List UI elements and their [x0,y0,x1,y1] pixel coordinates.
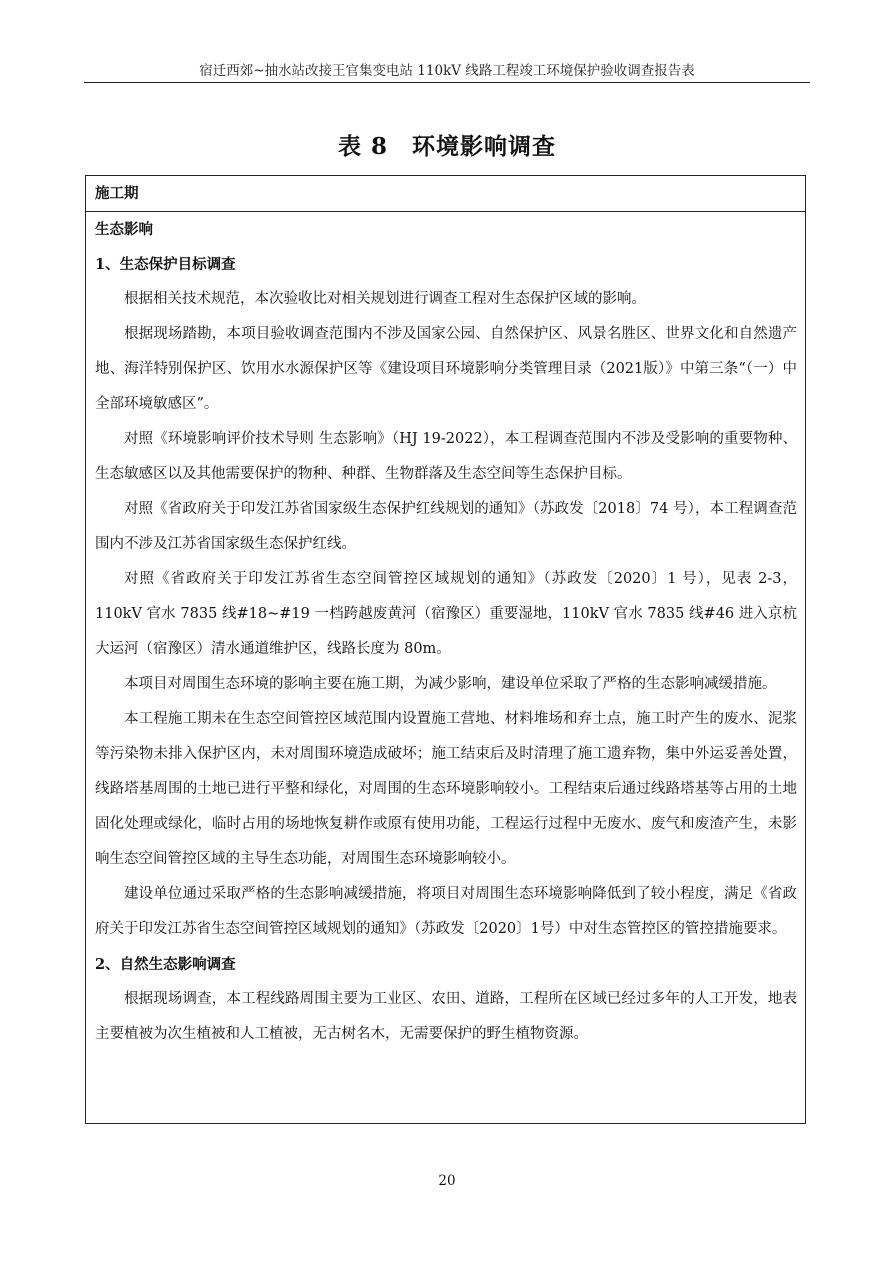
subsection-heading-2: 2、自然生态影响调查 [95,956,236,973]
paragraph: 根据现场调查，本工程线路周围主要为工业区、农田、道路，工程所在区域已经过多年的人工开发，地表主要植被为次生植被和人工植被，无古树名木，无需要保护的野生植物资源。 [95,991,797,1042]
paragraph: 本工程施工期未在生态空间管控区域范围内设置施工营地、材料堆场和弃土点，施工时产生的废水、泥浆等污染物未排入保护区内，未对周围环境造成破坏；施工结束后及时清理了施工遗弃物，集中外运妥善处置，线路塔基周围的土地已进行平整和绿化，对周围的生态环境影响较小。工程结束后通过线路塔基等占用的土地固化处理或绿化，临时占用的场地恢复耕作或原有使用功能，工程运行过程中无废水、废气和废渣产生，未影响生态空间管控区域的主导生态功能，对周围生态环境影响较小。 [95,711,797,867]
header-rule [84,82,810,83]
phase-label: 施工期 [86,176,805,212]
subsection-heading-1: 1、生态保护目标调查 [95,256,236,273]
paragraph: 根据现场踏勘，本项目验收调查范围内不涉及国家公园、自然保护区、风景名胜区、世界文化和自然遗产地、海洋特别保护区、饮用水水源保护区等《建设项目环境影响分类管理目录（2021版）》中第三条“（一）中全部环境敏感区”。 [95,326,797,412]
paragraph: 对照《省政府关于印发江苏省生态空间管控区域规划的通知》（苏政发〔2020〕1 号），见表 2-3，110kV 官水 7835 线#18~#19 一档跨越废黄河（宿豫区）重要湿地，110kV 官水 7835 线#46 进入京杭大运河（宿豫区）清水通道维护区，线路长度为 80m。 [95,571,797,657]
paragraph: 建设单位通过采取严格的生态影响减缓措施，将项目对周围生态环境影响降低到了较小程度，满足《省政府关于印发江苏省生态空间管控区域规划的通知》（苏政发〔2020〕1号）中对生态管控区的管控措施要求。 [95,886,797,937]
paragraph: 本项目对周围生态环境的影响主要在施工期，为减少影响，建设单位采取了严格的生态影响减缓措施。 [124,676,777,692]
paragraph: 对照《省政府关于印发江苏省国家级生态保护红线规划的通知》（苏政发〔2018〕74 号），本工程调查范围内不涉及江苏省国家级生态保护红线。 [95,501,797,552]
paragraph: 根据相关技术规范，本次验收比对相关规划进行调查工程对生态保护区域的影响。 [124,291,646,307]
section-heading: 生态影响 [95,221,153,238]
running-header: 宿迁西郊~抽水站改接王官集变电站 110kV 线路工程竣工环境保护验收调查报告表 [199,63,695,79]
paragraph: 对照《环境影响评价技术导则 生态影响》（HJ 19-2022），本工程调查范围内不涉及受影响的重要物种、生态敏感区以及其他需要保护的物种、种群、生物群落及生态空间等生态保护目标。 [95,431,797,482]
table-content [86,212,805,1052]
survey-table [85,175,806,1124]
page-title: 表 8 环境影响调查 [337,133,556,160]
page-number: 20 [438,1173,456,1189]
